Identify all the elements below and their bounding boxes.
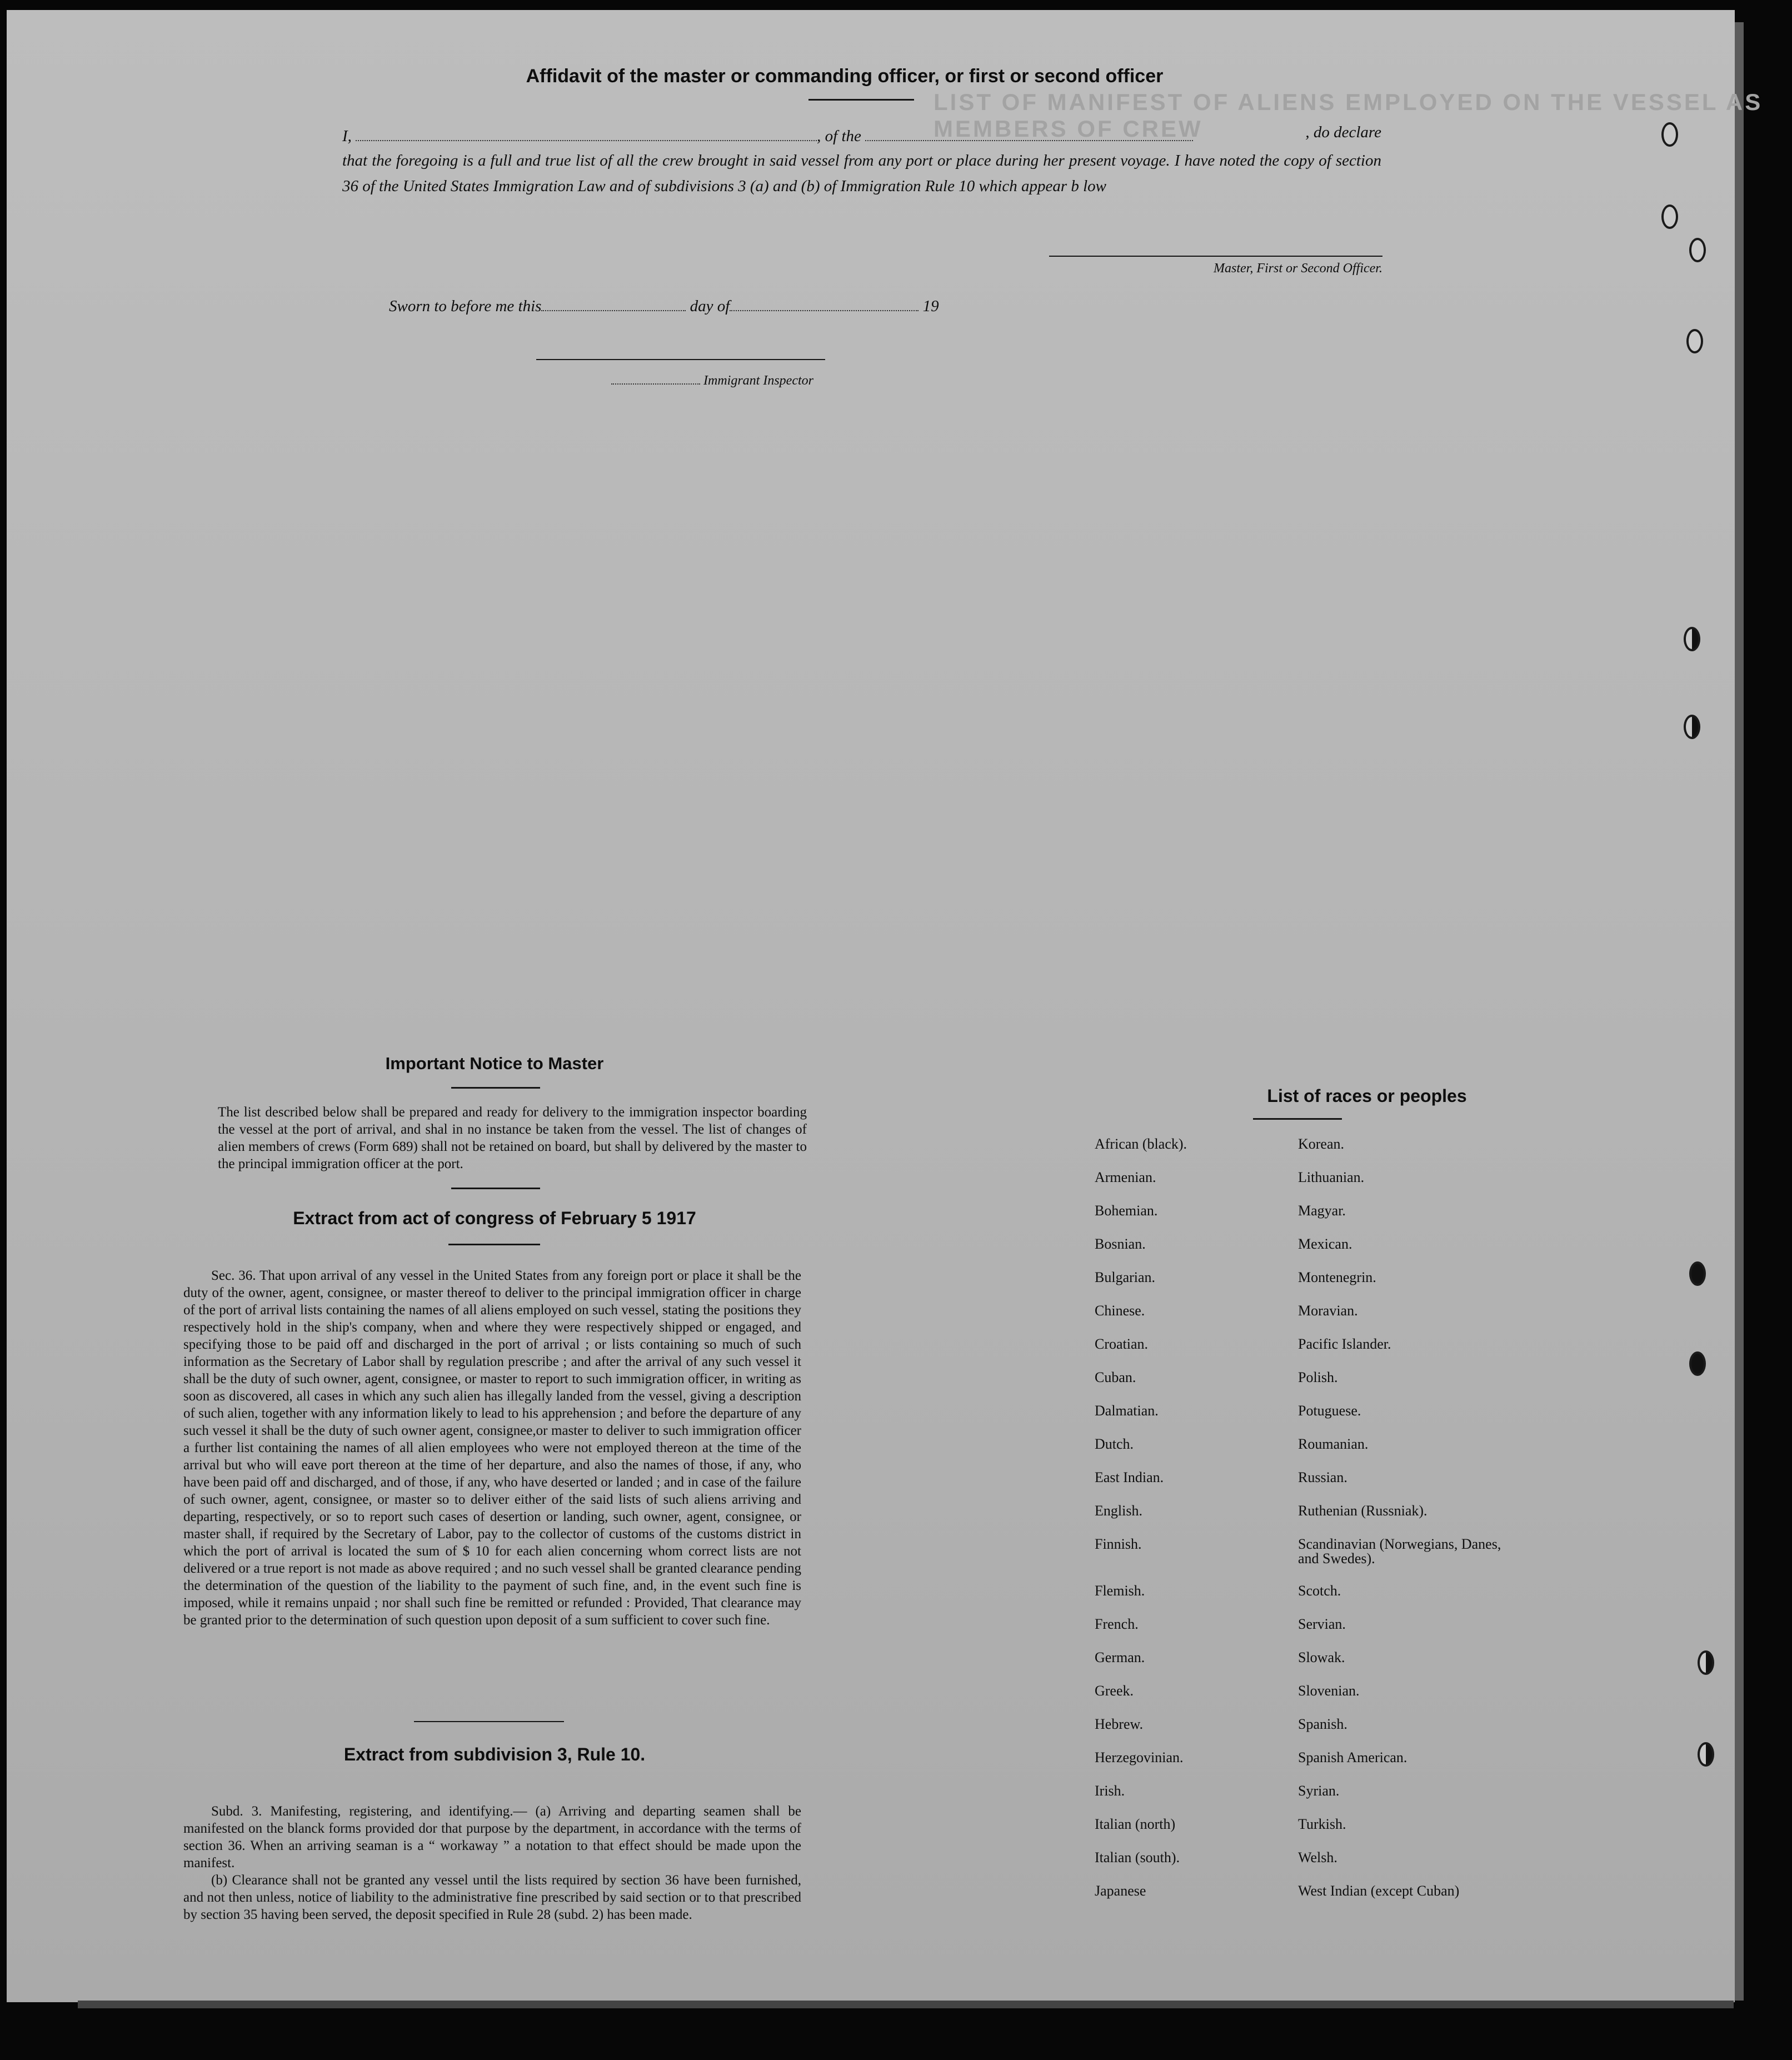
- act-divider: [414, 1721, 564, 1722]
- sworn-start: Sworn to before me this: [389, 297, 542, 315]
- race-item: Polish.: [1298, 1369, 1338, 1385]
- race-item: Armenian.: [1095, 1169, 1156, 1185]
- master-signature-label: Master, First or Second Officer.: [1214, 261, 1382, 276]
- race-item: Mexican.: [1298, 1236, 1352, 1252]
- binder-hole: [1686, 329, 1703, 353]
- race-item: German.: [1095, 1649, 1145, 1665]
- race-item: Bohemian.: [1095, 1203, 1158, 1219]
- notice-title: Important Notice to Master: [385, 1054, 604, 1073]
- races-right-column: [1298, 1137, 1509, 1917]
- race-item: Spanish.: [1298, 1716, 1347, 1732]
- race-item: Turkish.: [1298, 1816, 1346, 1832]
- name-blank[interactable]: [356, 123, 817, 141]
- races-title: List of races or peoples: [1267, 1086, 1467, 1106]
- binder-hole: [1698, 1650, 1714, 1675]
- race-item: Italian (north): [1095, 1816, 1176, 1832]
- race-item: Irish.: [1095, 1783, 1125, 1799]
- declaration-start: I,: [342, 127, 352, 145]
- day-blank[interactable]: [541, 293, 686, 311]
- race-item: Potuguese.: [1298, 1403, 1361, 1419]
- binder-hole: [1684, 627, 1700, 651]
- race-item: Moravian.: [1298, 1303, 1358, 1319]
- show-through-text: LIST OF MANIFEST OF ALIENS EMPLOYED ON THE VESSEL AS MEMBERS OF CREW: [934, 89, 1763, 142]
- race-item: Servian.: [1298, 1616, 1346, 1632]
- binder-hole: [1661, 204, 1678, 229]
- binder-hole: [1684, 715, 1700, 739]
- race-item: Japanese: [1095, 1883, 1146, 1899]
- race-item: Scandinavian (Norwegians, Danes, and Swedes).: [1298, 1536, 1501, 1567]
- race-item: Greek.: [1095, 1683, 1134, 1699]
- race-item: West Indian (except Cuban): [1298, 1883, 1460, 1899]
- races-left-column: [1095, 1137, 1278, 1917]
- page-edge-right: [1735, 22, 1744, 2001]
- sworn-end: 19: [922, 297, 939, 315]
- binder-hole: [1689, 1261, 1706, 1286]
- act-title: Extract from act of congress of February 5 1917: [293, 1208, 696, 1228]
- race-item: Cuban.: [1095, 1369, 1136, 1385]
- race-item: Syrian.: [1298, 1783, 1340, 1799]
- race-item: Bosnian.: [1095, 1236, 1146, 1252]
- race-item: English.: [1095, 1503, 1142, 1519]
- notice-body: The list described below shall be prepared and ready for delivery to the immigration inspector boarding the vessel at the port of arrival, and shal in no instance be taken from the vessel. The list of changes of alien members of crews (Form 689) shall not be retained on board, but shall by delivered by the master to the principal immigration officer at the port.: [218, 1105, 807, 1171]
- inspector-blank: [611, 373, 700, 385]
- binder-hole: [1689, 238, 1706, 262]
- page-edge-bottom: [78, 2001, 1734, 2008]
- race-item: Chinese.: [1095, 1303, 1145, 1319]
- master-signature-line: [1049, 256, 1382, 257]
- binder-hole: [1689, 1351, 1706, 1376]
- race-item: Herzegovinian.: [1095, 1749, 1184, 1765]
- race-item: Scotch.: [1298, 1583, 1341, 1599]
- rule-para-b: (b) Clearance shall not be granted any vessel until the lists required by section 36 have been furnished, and not then unless, notice of liability to the administrative fine prescribed by said section or to that prescribed by section 35 having been served, the deposit specified in Rule 28 (subd. 2) has been made.: [183, 1873, 801, 1922]
- race-item: Slowak.: [1298, 1649, 1345, 1665]
- race-item: Hebrew.: [1095, 1716, 1144, 1732]
- race-item: Slovenian.: [1298, 1683, 1360, 1699]
- race-item: Flemish.: [1095, 1583, 1145, 1599]
- notice-underline: [451, 1087, 540, 1089]
- affidavit-title: Affidavit of the master or commanding officer, or first or second officer: [526, 66, 1164, 87]
- race-item: East Indian.: [1095, 1469, 1164, 1485]
- inspector-label: [611, 373, 839, 388]
- race-item: Italian (south).: [1095, 1849, 1180, 1866]
- race-item: Finnish.: [1095, 1536, 1142, 1552]
- race-item: Bulgarian.: [1095, 1269, 1156, 1285]
- vessel-blank[interactable]: [865, 123, 1193, 141]
- affidavit-declaration-line: [342, 123, 1381, 146]
- race-item: Korean.: [1298, 1136, 1345, 1152]
- race-item: Pacific Islander.: [1298, 1336, 1391, 1352]
- inspector-text: Immigrant Inspector: [703, 373, 813, 388]
- month-blank[interactable]: [730, 293, 919, 311]
- binder-hole: [1698, 1742, 1714, 1767]
- act-underline: [448, 1244, 540, 1245]
- sworn-mid: day of: [690, 297, 730, 315]
- race-item: Roumanian.: [1298, 1436, 1369, 1452]
- race-item: Magyar.: [1298, 1203, 1346, 1219]
- declaration-mid: , of the: [817, 127, 861, 145]
- race-item: Dalmatian.: [1095, 1403, 1159, 1419]
- race-item: Russian.: [1298, 1469, 1347, 1485]
- race-item: African (black).: [1095, 1136, 1187, 1152]
- race-item: Croatian.: [1095, 1336, 1149, 1352]
- affidavit-body: that the foregoing is a full and true list of all the crew brought in said vessel from any port or place during her present voyage. I have noted the copy of section 36 of the United States Immigration Law and of subdivisions 3 (a) and (b) of Immigration Rule 10 which appear b low: [342, 152, 1381, 195]
- race-item: French.: [1095, 1616, 1139, 1632]
- race-item: Welsh.: [1298, 1849, 1337, 1866]
- race-item: Lithuanian.: [1298, 1169, 1365, 1185]
- race-item: Dutch.: [1095, 1436, 1134, 1452]
- rule-title: Extract from subdivision 3, Rule 10.: [343, 1744, 646, 1764]
- notice-divider: [451, 1188, 540, 1189]
- race-item: Ruthenian (Russniak).: [1298, 1503, 1427, 1519]
- binder-hole: [1661, 122, 1678, 147]
- title-underline: [808, 99, 914, 101]
- rule-para-a: Subd. 3. Manifesting, registering, and identifying.— (a) Arriving and departing seamen shall be manifested on the blanck forms provided dor that purpose by the department, in accordance with the terms of section 36. When an arriving seaman is a “ workaway ” a notation to that effect should be made upon the manifest.: [183, 1804, 801, 1871]
- race-item: Spanish American.: [1298, 1749, 1407, 1765]
- act-body: Sec. 36. That upon arrival of any vessel in the United States from any foreign port or place it shall be the duty of the owner, agent, consignee, or master thereof to deliver to the principal immigration officer in charge of the port of arrival lists containing the names of all aliens employed on such vessel, stating the positions they respectively hold in the ship's company, when and where they were respectively shipped or engaged, and specifying those to be paid off and discharged in the port of arrival ; or lists containing so much of such information as the Secretary of Labor shall by regulation prescribe ; and after the arrival of any such vessel it shall be the duty of such owner, agent, consignee, or master to report to such immigration officer, in writing as soon as discovered, all cases in which any such alien has illegally landed from the vessel, giving a description of such alien, together with any information likely to lead to his apprehension ; and before the departure of any such vessel it shall be the duty of such owner agent, consignee,or master to deliver to such immigration officer a further list containing the names of all alien employees who were not employed thereon at the time of the arrival but who will eave port thereon at the time of her departure, and also the names of those, if any, who have been paid off and discharged, and of those, if any, who have deserted or landed ; and in case of the failure of such owner, agent, consignee, or master so to deliver either of the said lists of such aliens arriving and departing, respectively, or so to report such cases of desertion or landing, such owner, agent, consignee, or master shall, if required by the Secretary of Labor, pay to the collector of customs of the customs district in which the port of arrival is located the sum of $ 10 for each alien concerning whom correct lists are not delivered or a true report is not made as above required ; and no such vessel shall be granted clearance pending the determination of the question of the liability to the payment of such fine, and, in the event such fine is imposed, while it remains unpaid ; nor shall such fine be remitted or refunded : Provided, That clearance may be granted prior to the determination of such question upon deposit of a sum sufficient to cover such fine.: [183, 1268, 801, 1628]
- race-item: Montenegrin.: [1298, 1269, 1376, 1285]
- sworn-line: [389, 293, 1056, 316]
- declaration-end: , do declare: [1305, 123, 1381, 141]
- races-underline: [1253, 1118, 1342, 1120]
- inspector-signature-line: [536, 359, 825, 360]
